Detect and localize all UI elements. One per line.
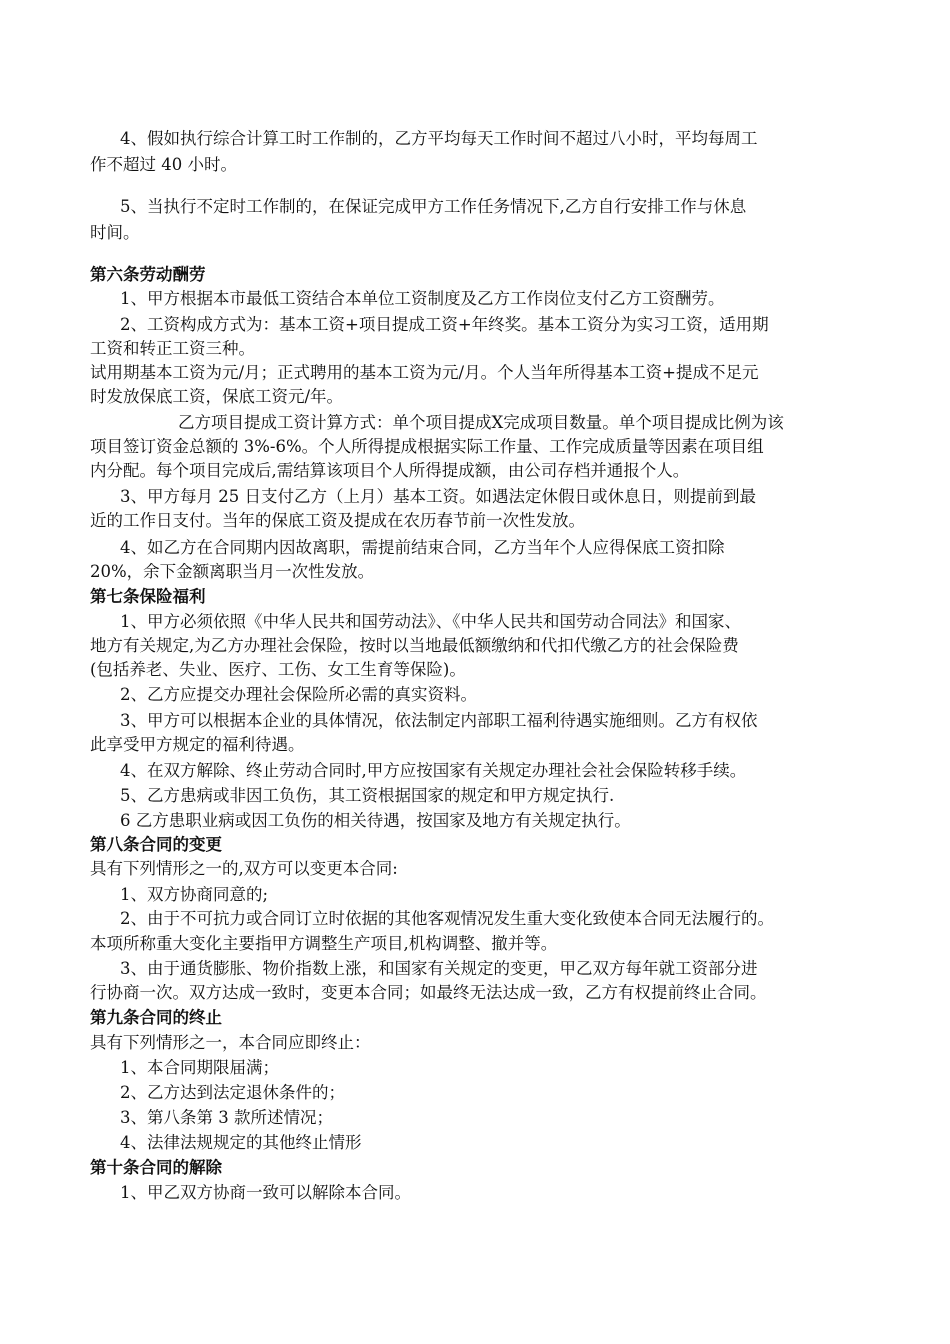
paragraph-line: 作不超过 40 小时。	[90, 155, 237, 174]
paragraph-line: 时发放保底工资，保底工资元/年。	[90, 387, 344, 406]
paragraph-line: 2、乙方应提交办理社会保险所必需的真实资料。	[120, 685, 477, 704]
paragraph-line: 4、在双方解除、终止劳动合同时,甲方应按国家有关规定办理社会社会保险转移手续。	[120, 761, 747, 780]
paragraph-line: 3、第八条第 3 款所述情况；	[120, 1108, 333, 1127]
paragraph-line: 时间。	[90, 223, 140, 242]
paragraph-line: 本项所称重大变化主要指甲方调整生产项目,机构调整、撤并等。	[90, 934, 558, 953]
paragraph-line: 具有下列情形之一的,双方可以变更本合同:	[90, 859, 398, 878]
paragraph-line: 2、乙方达到法定退休条件的；	[120, 1083, 345, 1102]
section-heading: 第八条合同的变更	[90, 835, 222, 854]
paragraph-line: 项目签订资金总额的 3%-6%。个人所得提成根据实际工作量、工作完成质量等因素在项目组	[90, 437, 764, 456]
paragraph-line: 1、本合同期限届满；	[120, 1058, 279, 1077]
section-heading: 第十条合同的解除	[90, 1158, 222, 1177]
paragraph-line: 行协商一次。双方达成一致时，变更本合同；如最终无法达成一致，乙方有权提前终止合同。	[90, 983, 767, 1002]
paragraph-line: 内分配。每个项目完成后,需结算该项目个人所得提成额，由公司存档并通报个人。	[90, 461, 690, 480]
paragraph-line: 20%，余下金额离职当月一次性发放。	[90, 562, 375, 581]
paragraph-line: 具有下列情形之一，本合同应即终止：	[90, 1033, 371, 1052]
paragraph-line: 1、甲方根据本市最低工资结合本单位工资制度及乙方工作岗位支付乙方工资酬劳。	[120, 289, 725, 308]
paragraph-line: 2、工资构成方式为：基本工资+项目提成工资+年终奖。基本工资分为实习工资，适用期	[120, 315, 769, 334]
paragraph-line: 5、乙方患病或非因工负伤，其工资根据国家的规定和甲方规定执行.	[120, 786, 615, 805]
paragraph-line: 1、甲乙双方协商一致可以解除本合同。	[120, 1183, 411, 1202]
paragraph-line: 5、当执行不定时工作制的，在保证完成甲方工作任务情况下,乙方自行安排工作与休息	[120, 197, 747, 216]
paragraph-line: 3、由于通货膨胀、物价指数上涨，和国家有关规定的变更，甲乙双方每年就工资部分进	[120, 959, 758, 978]
paragraph-line: 工资和转正工资三种。	[90, 339, 255, 358]
paragraph-line: 3、甲方每月 25 日支付乙方（上月）基本工资。如遇法定休假日或休息日，则提前到最	[120, 487, 756, 506]
paragraph-line: 2、由于不可抗力或合同订立时依据的其他客观情况发生重大变化致使本合同无法履行的。	[120, 909, 774, 928]
paragraph-line: 试用期基本工资为元/月；正式聘用的基本工资为元/月。个人当年所得基本工资+提成不足元	[90, 363, 759, 382]
section-heading: 第九条合同的终止	[90, 1008, 222, 1027]
section-heading: 第六条劳动酬劳	[90, 265, 206, 284]
section-heading: 第七条保险福利	[90, 587, 206, 606]
paragraph-line: 6 乙方患职业病或因工负伤的相关待遇，按国家及地方有关规定执行。	[120, 811, 631, 830]
paragraph-line: 3、甲方可以根据本企业的具体情况，依法制定内部职工福利待遇实施细则。乙方有权依	[120, 711, 758, 730]
paragraph-line: 4、法律法规规定的其他终止情形	[120, 1133, 362, 1152]
paragraph-line: (包括养老、失业、医疗、工伤、女工生育等保险)。	[90, 660, 466, 679]
paragraph-line: 乙方项目提成工资计算方式：单个项目提成Ⅹ完成项目数量。单个项目提成比例为该	[178, 413, 784, 432]
paragraph-line: 近的工作日支付。当年的保底工资及提成在农历春节前一次性发放。	[90, 511, 585, 530]
paragraph-line: 此享受甲方规定的福利待遇。	[90, 735, 305, 754]
paragraph-line: 4、假如执行综合计算工时工作制的，乙方平均每天工作时间不超过八小时，平均每周工	[120, 129, 758, 148]
paragraph-line: 1、甲方必须依照《中华人民共和国劳动法》、《中华人民共和国劳动合同法》和国家、	[120, 612, 741, 631]
paragraph-line: 1、双方协商同意的;	[120, 885, 269, 904]
paragraph-line: 4、如乙方在合同期内因故离职，需提前结束合同，乙方当年个人应得保底工资扣除	[120, 538, 725, 557]
paragraph-line: 地方有关规定,为乙方办理社会保险，按时以当地最低额缴纳和代扣代缴乙方的社会保险费	[90, 636, 739, 655]
